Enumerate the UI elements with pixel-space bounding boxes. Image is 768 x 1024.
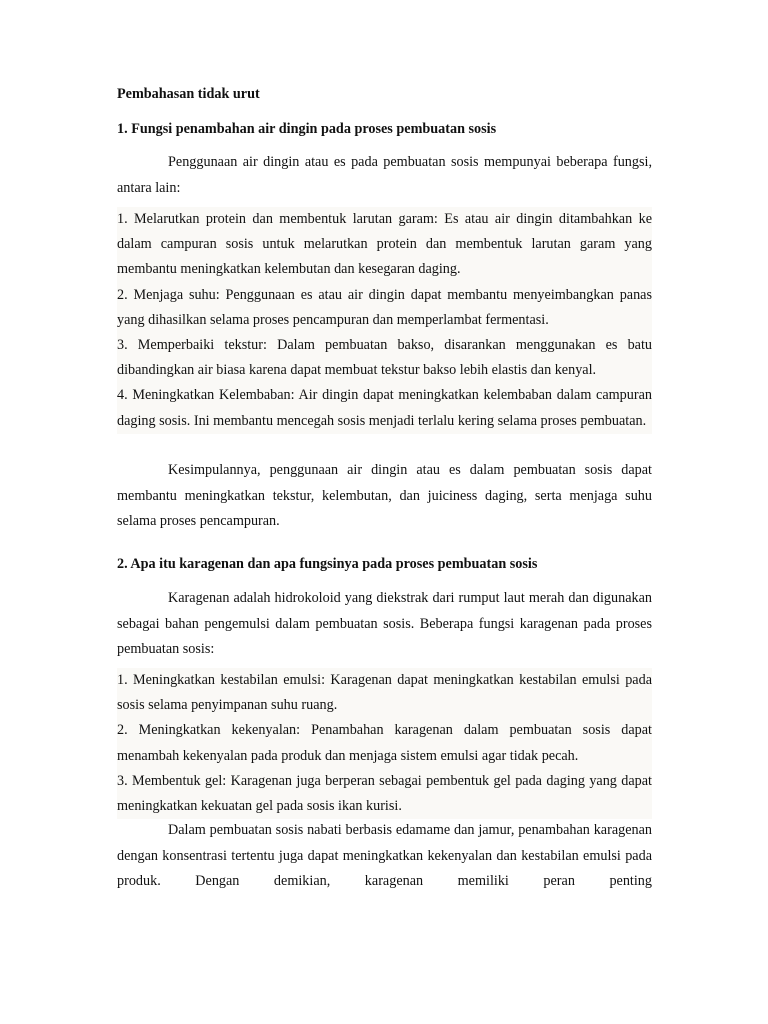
- list-item: 4. Meningkatkan Kelembaban: Air dingin dapat meningkatkan kelembaban dalam campuran daging sosis. Ini membantu mencegah sosis menjadi terlalu kering selama proses pembuatan.: [117, 387, 652, 429]
- list-item: 2. Meningkatkan kekenyalan: Penambahan karagenan dalam pembuatan sosis dapat menambah kekenyalan pada produk dan menjaga sistem emulsi agar tidak pecah.: [117, 722, 652, 764]
- section-2-conclusion: Dalam pembuatan sosis nabati berbasis edamame dan jamur, penambahan karagenan dengan konsentrasi tertentu juga dapat meningkatkan kekenyalan dan kestabilan emulsi pada produk. Dengan demikian, karagenan memiliki peran penting: [117, 822, 652, 889]
- section-2-intro: Karagenan adalah hidrokoloid yang diekstrak dari rumput laut merah dan digunakan sebagai bahan pengemulsi dalam pembuatan sosis. Beberapa fungsi karagenan pada proses pembuatan sosis:: [117, 590, 652, 657]
- section-1-conclusion: Kesimpulannya, penggunaan air dingin atau es dalam pembuatan sosis dapat membantu meningkatkan tekstur, kelembutan, dan juiciness daging, serta menjaga suhu selama proses pencampuran.: [117, 462, 652, 529]
- list-item: 3. Memperbaiki tekstur: Dalam pembuatan bakso, disarankan menggunakan es batu dibandingkan air biasa karena dapat membuat tekstur bakso lebih elastis dan kenyal.: [117, 337, 652, 379]
- section-1-heading: 1. Fungsi penambahan air dingin pada proses pembuatan sosis: [117, 121, 497, 137]
- section-2-list: [117, 668, 652, 819]
- list-item: 1. Meningkatkan kestabilan emulsi: Karagenan dapat meningkatkan kestabilan emulsi pada sosis selama penyimpanan suhu ruang.: [117, 672, 652, 714]
- list-item: 1. Melarutkan protein dan membentuk larutan garam: Es atau air dingin ditambahkan ke dalam campuran sosis untuk melarutkan protein dan membentuk larutan garam yang membantu meningkatkan kelembutan dan kesegaran daging.: [117, 211, 652, 278]
- section-2-heading: 2. Apa itu karagenan dan apa fungsinya pada proses pembuatan sosis: [117, 556, 538, 572]
- section-1-list: [117, 207, 652, 434]
- list-item: 2. Menjaga suhu: Penggunaan es atau air dingin dapat membantu menyeimbangkan panas yang dihasilkan selama proses pencampuran dan memperlambat fermentasi.: [117, 286, 652, 328]
- section-1-intro: Penggunaan air dingin atau es pada pembuatan sosis mempunyai beberapa fungsi, antara lain:: [117, 154, 652, 196]
- list-item: 3. Membentuk gel: Karagenan juga berperan sebagai pembentuk gel pada daging yang dapat meningkatkan kekuatan gel pada sosis ikan kurisi.: [117, 772, 652, 815]
- page-title: Pembahasan tidak urut: [117, 86, 260, 102]
